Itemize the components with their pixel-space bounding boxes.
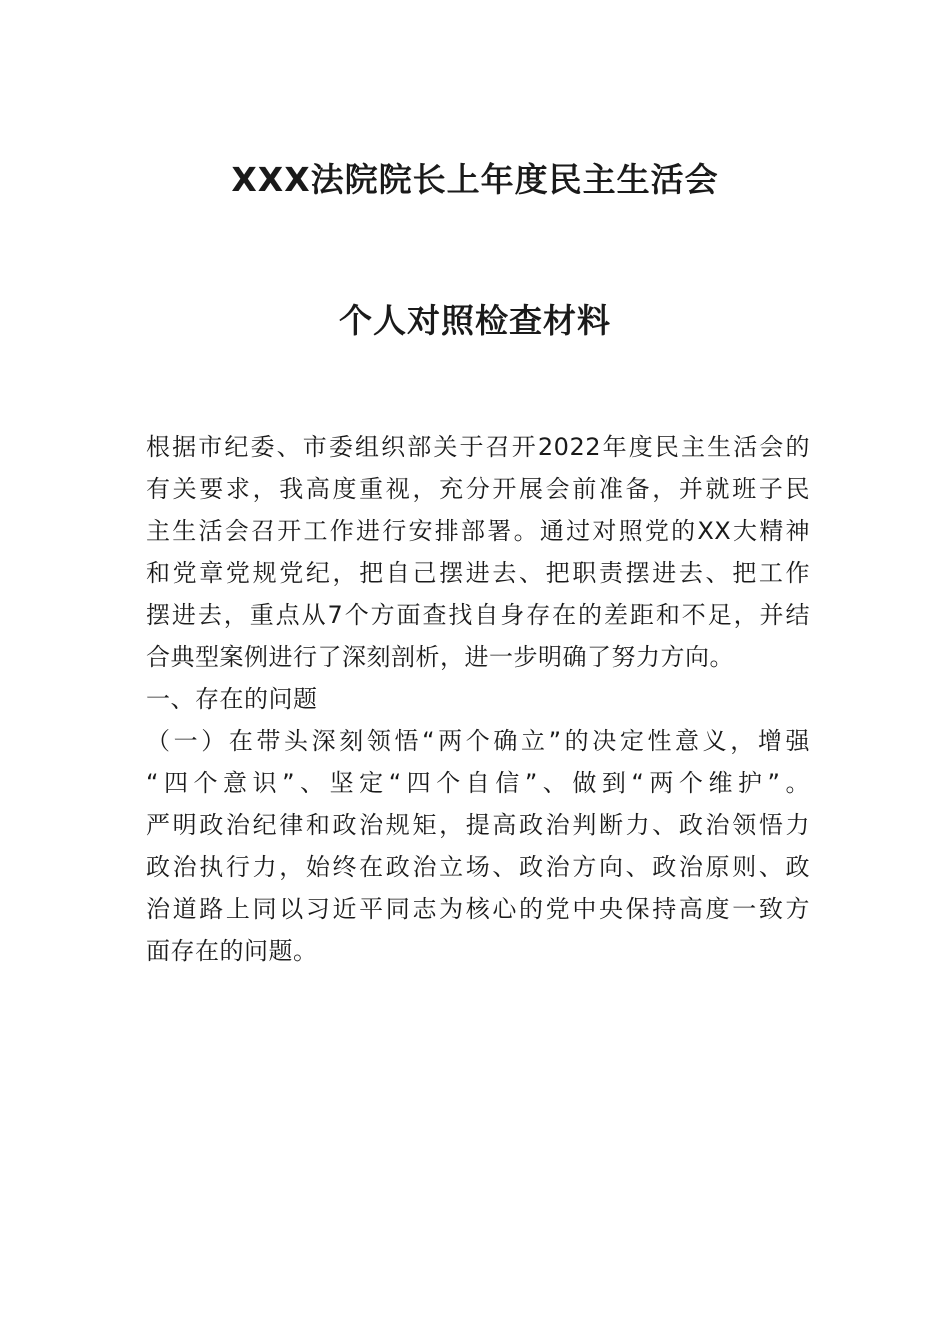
body-line: 面存在的问题。 <box>146 937 318 965</box>
body-line: 摆进去，重点从7个方面查找自身存在的差距和不足，并结 <box>146 601 810 629</box>
document-subtitle: 个人对照检查材料 <box>339 301 611 340</box>
body-line: 主生活会召开工作进行安排部署。通过对照党的XX大精神 <box>146 517 810 545</box>
section-heading: 一、存在的问题 <box>146 685 318 713</box>
body-line: 严明政治纪律和政治规矩，提高政治判断力、政治领悟力 <box>146 811 810 839</box>
body-line: 治道路上同以习近平同志为核心的党中央保持高度一致方 <box>146 895 810 923</box>
document-title: XXX法院院长上年度民主生活会 <box>231 160 719 199</box>
body-line: 政治执行力，始终在政治立场、政治方向、政治原则、政 <box>146 853 810 881</box>
body-line: （一）在带头深刻领悟“两个确立”的决定性意义，增强 <box>146 727 810 755</box>
body-line: “四个意识”、坚定“四个自信”、做到“两个维护”。 <box>146 769 810 797</box>
body-line: 有关要求，我高度重视，充分开展会前准备，并就班子民 <box>146 475 810 503</box>
body-line: 和党章党规党纪，把自己摆进去、把职责摆进去、把工作 <box>146 559 810 587</box>
body-line: 合典型案例进行了深刻剖析，进一步明确了努力方向。 <box>146 643 734 671</box>
document-body <box>146 426 810 972</box>
body-line: 根据市纪委、市委组织部关于召开2022年度民主生活会的 <box>146 433 810 461</box>
